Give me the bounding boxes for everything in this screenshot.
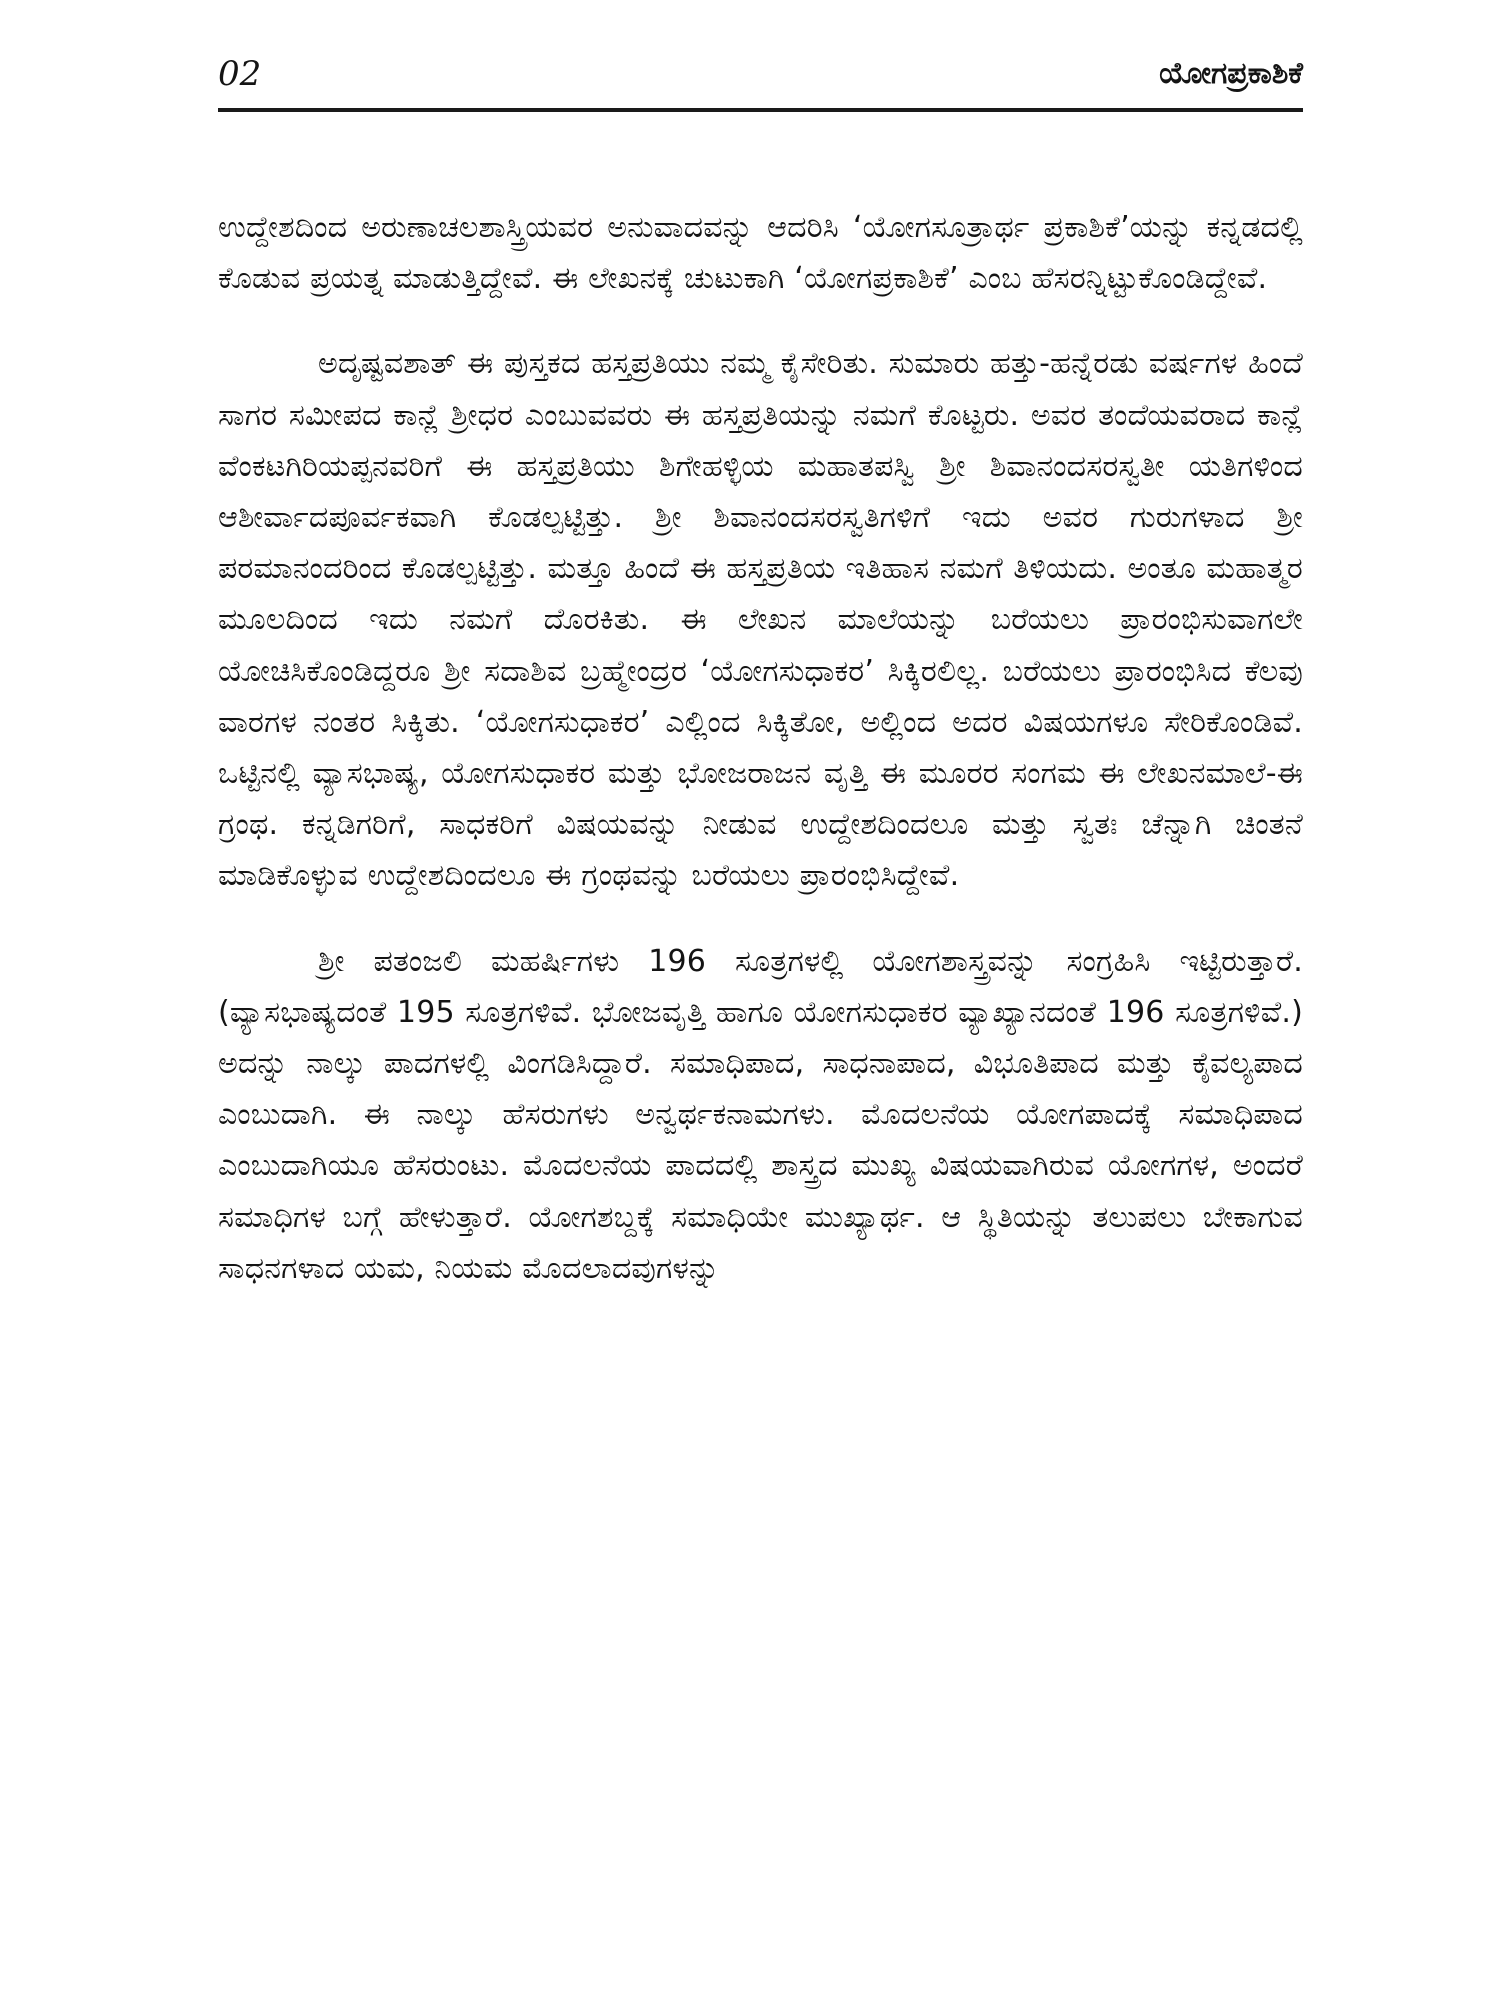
- book-title: ಯೋಗಪ್ರಕಾಶಿಕೆ: [1159, 56, 1303, 91]
- paragraph-yoga-sutras-overview: ಶ್ರೀ ಪತಂಜಲಿ ಮಹರ್ಷಿಗಳು 196 ಸೂತ್ರಗಳಲ್ಲಿ ಯೋಗಶಾಸ್ತ್ರವನ್ನು ಸಂಗ್ರಹಿಸಿ ಇಟ್ಟಿರುತ್ತಾರೆ. (ವ್ಯಾಸಭಾಷ್ಯದಂತೆ 195 ಸೂತ್ರಗಳಿವೆ. ಭೋಜವೃತ್ತಿ ಹಾಗೂ ಯೋಗಸುಧಾಕರ ವ್ಯಾಖ್ಯಾನದಂತೆ 196 ಸೂತ್ರಗಳಿವೆ.) ಅದನ್ನು ನಾಲ್ಕು ಪಾದಗಳಲ್ಲಿ ವಿಂಗಡಿಸಿದ್ದಾರೆ. ಸಮಾಧಿಪಾದ, ಸಾಧನಾಪಾದ, ವಿಭೂತಿಪಾದ ಮತ್ತು ಕೈವಲ್ಯಪಾದ ಎಂಬುದಾಗಿ. ಈ ನಾಲ್ಕು ಹೆಸರುಗಳು ಅನ್ವರ್ಥಕನಾಮಗಳು. ಮೊದಲನೆಯ ಯೋಗಪಾದಕ್ಕೆ ಸಮಾಧಿಪಾದ ಎಂಬುದಾಗಿಯೂ ಹೆಸರುಂಟು. ಮೊದಲನೆಯ ಪಾದದಲ್ಲಿ ಶಾಸ್ತ್ರದ ಮುಖ್ಯ ವಿಷಯವಾಗಿರುವ ಯೋಗಗಳ, ಅಂದರೆ ಸಮಾಧಿಗಳ ಬಗ್ಗೆ ಹೇಳುತ್ತಾರೆ. ಯೋಗಶಬ್ದಕ್ಕೆ ಸಮಾಧಿಯೇ ಮುಖ್ಯಾರ್ಥ. ಆ ಸ್ಥಿತಿಯನ್ನು ತಲುಪಲು ಬೇಕಾಗುವ ಸಾಧನಗಳಾದ ಯಮ, ನಿಯಮ ಮೊದಲಾದವುಗಳನ್ನು: [218, 943, 1303, 1286]
- book-page: [218, 50, 1303, 1970]
- body-text: [218, 202, 1303, 1294]
- running-header: [218, 50, 1303, 112]
- paragraph-manuscript-history: ಅದೃಷ್ಟವಶಾತ್ ಈ ಪುಸ್ತಕದ ಹಸ್ತಪ್ರತಿಯು ನಮ್ಮ ಕೈಸೇರಿತು. ಸುಮಾರು ಹತ್ತು-ಹನ್ನೆರಡು ವರ್ಷಗಳ ಹಿಂದೆ ಸಾಗರ ಸಮೀಪದ ಕಾನ್ಲೆ ಶ್ರೀಧರ ಎಂಬುವವರು ಈ ಹಸ್ತಪ್ರತಿಯನ್ನು ನಮಗೆ ಕೊಟ್ಟರು. ಅವರ ತಂದೆಯವರಾದ ಕಾನ್ಲೆ ವೆಂಕಟಗಿರಿಯಪ್ಪನವರಿಗೆ ಈ ಹಸ್ತಪ್ರತಿಯು ಶಿಗೇಹಳ್ಳಿಯ ಮಹಾತಪಸ್ವಿ ಶ್ರೀ ಶಿವಾನಂದಸರಸ್ವತೀ ಯತಿಗಳಿಂದ ಆಶೀರ್ವಾದಪೂರ್ವಕವಾಗಿ ಕೊಡಲ್ಪಟ್ಟಿತ್ತು. ಶ್ರೀ ಶಿವಾನಂದಸರಸ್ವತಿಗಳಿಗೆ ಇದು ಅವರ ಗುರುಗಳಾದ ಶ್ರೀ ಪರಮಾನಂದರಿಂದ ಕೊಡಲ್ಪಟ್ಟಿತ್ತು. ಮತ್ತೂ ಹಿಂದೆ ಈ ಹಸ್ತಪ್ರತಿಯ ಇತಿಹಾಸ ನಮಗೆ ತಿಳಿಯದು. ಅಂತೂ ಮಹಾತ್ಮರ ಮೂಲದಿಂದ ಇದು ನಮಗೆ ದೊರಕಿತು. ಈ ಲೇಖನ ಮಾಲೆಯನ್ನು ಬರೆಯಲು ಪ್ರಾರಂಭಿಸುವಾಗಲೇ ಯೋಚಿಸಿಕೊಂಡಿದ್ದರೂ ಶ್ರೀ ಸದಾಶಿವ ಬ್ರಹ್ಮೇಂದ್ರರ ‘ಯೋಗಸುಧಾಕರ’ ಸಿಕ್ಕಿರಲಿಲ್ಲ. ಬರೆಯಲು ಪ್ರಾರಂಭಿಸಿದ ಕೆಲವು ವಾರಗಳ ನಂತರ ಸಿಕ್ಕಿತು. ‘ಯೋಗಸುಧಾಕರ’ ಎಲ್ಲಿಂದ ಸಿಕ್ಕಿತೋ, ಅಲ್ಲಿಂದ ಅದರ ವಿಷಯಗಳೂ ಸೇರಿಕೊಂಡಿವೆ. ಒಟ್ಟಿನಲ್ಲಿ ವ್ಯಾಸಭಾಷ್ಯ, ಯೋಗಸುಧಾಕರ ಮತ್ತು ಭೋಜರಾಜನ ವೃತ್ತಿ ಈ ಮೂರರ ಸಂಗಮ ಈ ಲೇಖನಮಾಲೆ-ಈ ಗ್ರಂಥ. ಕನ್ನಡಿಗರಿಗೆ, ಸಾಧಕರಿಗೆ ವಿಷಯವನ್ನು ನೀಡುವ ಉದ್ದೇಶದಿಂದಲೂ ಮತ್ತು ಸ್ವತಃ ಚೆನ್ನಾಗಿ ಚಿಂತನೆ ಮಾಡಿಕೊಳ್ಳುವ ಉದ್ದೇಶದಿಂದಲೂ ಈ ಗ್ರಂಥವನ್ನು ಬರೆಯಲು ಪ್ರಾರಂಭಿಸಿದ್ದೇವೆ.: [218, 346, 1303, 894]
- paragraph-continuation: ಉದ್ದೇಶದಿಂದ ಅರುಣಾಚಲಶಾಸ್ತ್ರಿಯವರ ಅನುವಾದವನ್ನು ಆದರಿಸಿ ‘ಯೋಗಸೂತ್ರಾರ್ಥ ಪ್ರಕಾಶಿಕೆ’ಯನ್ನು ಕನ್ನಡದಲ್ಲಿ ಕೊಡುವ ಪ್ರಯತ್ನ ಮಾಡುತ್ತಿದ್ದೇವೆ. ಈ ಲೇಖನಕ್ಕೆ ಚುಟುಕಾಗಿ ‘ಯೋಗಪ್ರಕಾಶಿಕೆ’ ಎಂಬ ಹೆಸರನ್ನಿಟ್ಟುಕೊಂಡಿದ್ದೇವೆ.: [218, 210, 1303, 297]
- page-number: 02: [218, 54, 262, 94]
